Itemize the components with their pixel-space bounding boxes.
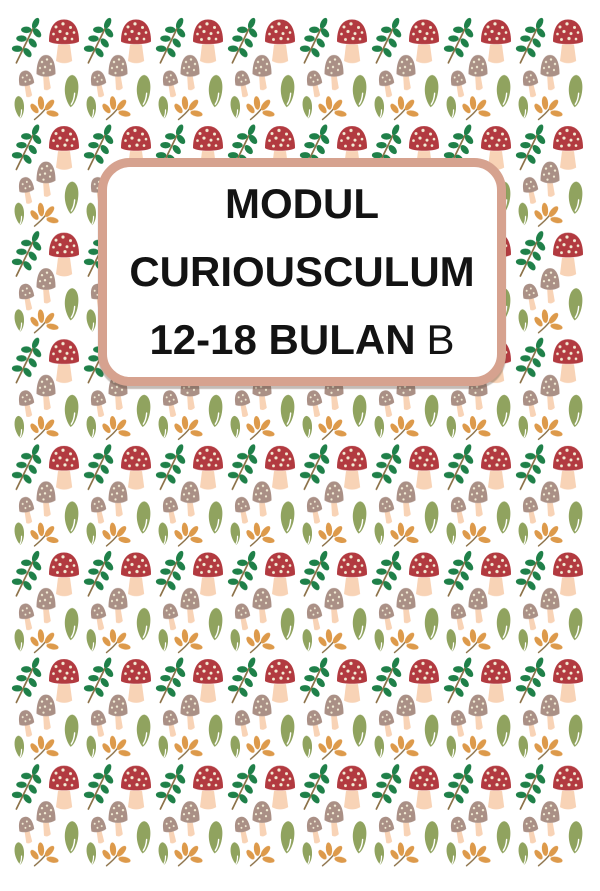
- title-frame: [98, 158, 506, 386]
- title-line-3: [149, 306, 454, 374]
- title-line-1: MODUL: [225, 180, 379, 227]
- title-line-3-suffix: B: [426, 316, 455, 363]
- title-line-3-bold: 12-18 BULAN: [149, 316, 416, 363]
- pattern-fill-area: [8, 15, 584, 868]
- title-line-2: CURIOUSCULUM: [129, 248, 475, 295]
